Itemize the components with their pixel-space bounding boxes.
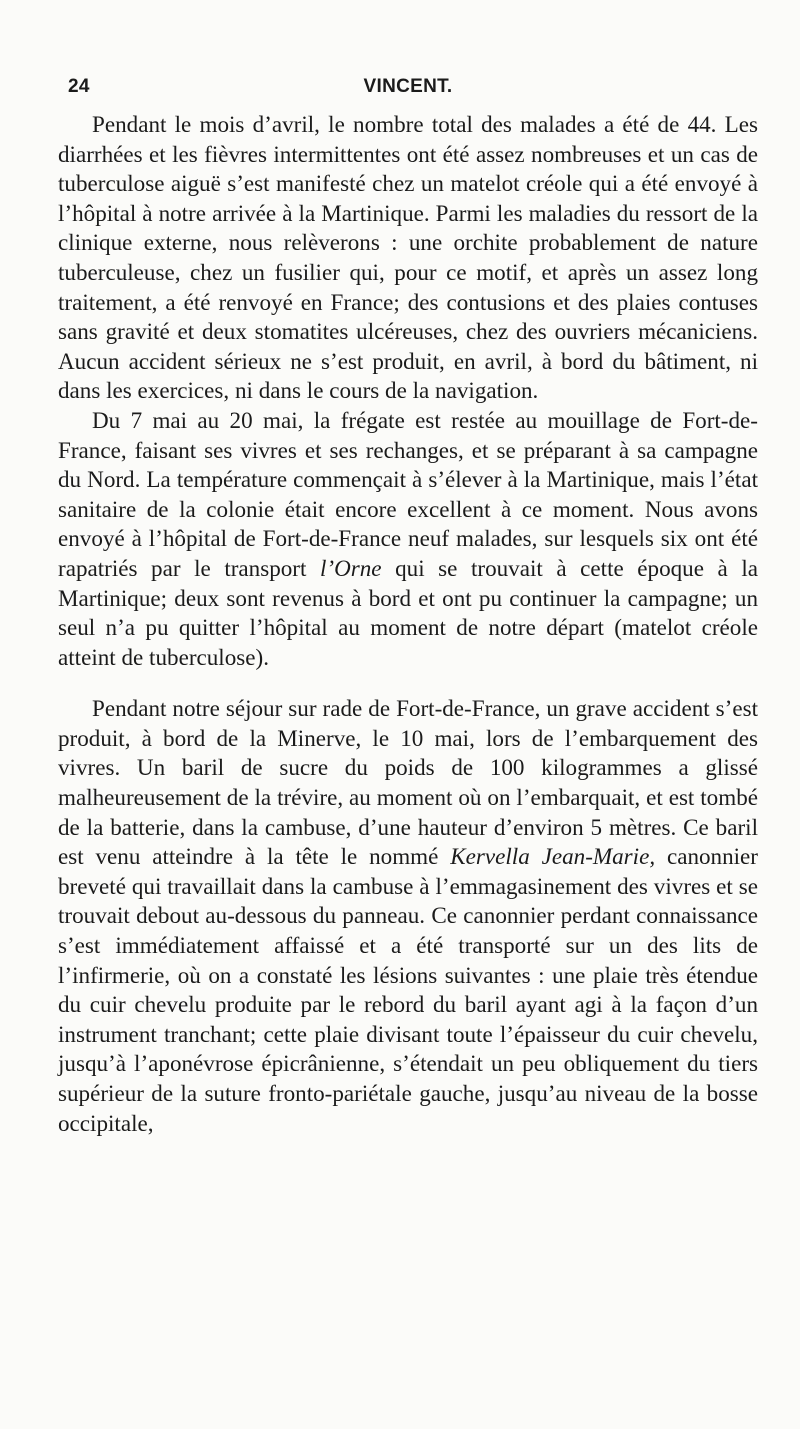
person-name-italic: Kervella Jean-Marie, xyxy=(450,843,656,870)
body-text xyxy=(58,110,758,1138)
paragraph-text: qui se trouvait à cette époque à la Martinique; deux sont revenus à bord et ont pu continuer la campagne; un seul n’a pu quitter l’hôpital au moment de notre départ (matelot créole atteint de tuberculose). xyxy=(58,554,758,670)
page-number: 24 xyxy=(68,76,90,97)
paragraph-text: Pendant le mois d’avril, le nombre total des malades a été de 44. Les diarrhées et les fièvres intermittentes ont été assez nombreuses et un cas de tuberculose aiguë s’est manifesté chez un matelot créole qui a été envoyé à l’hôpital à notre arrivée à la Martinique. Parmi les maladies du ressort de la clinique externe, nous relèverons : une orchite probablement de nature tuberculeuse, chez un fusilier qui, pour ce motif, et après un assez long traitement, a été renvoyé en France; des contusions et des plaies contuses sans gravité et deux stomatites ulcéreuses, chez des ouvriers mécaniciens. Aucun accident sérieux ne s’est produit, en avril, à bord du bâtiment, ni dans les exercices, ni dans le cours de la navigation. xyxy=(58,111,758,404)
paragraph-may xyxy=(58,406,758,672)
paragraph-april xyxy=(58,110,758,406)
paragraph-text: Pendant notre séjour sur rade de Fort-de-France, un grave accident s’est produit, à bord de la Minerve, le 10 mai, lors de l’embarquement des vivres. Un baril de sucre du poids de 100 kilogrammes a glissé malheureusement de la trévire, au moment où on l’embarquait, et est tombé de la batterie, dans la cambuse, d’une hauteur d’environ 5 mètres. Ce baril est venu atteindre à la tête le nommé xyxy=(58,695,758,870)
page-header xyxy=(58,76,758,106)
paragraph-gap xyxy=(58,672,758,694)
paragraph-text: canonnier breveté qui travaillait dans la cambuse à l’emmagasinement des vivres et se trouvait debout au-dessous du panneau. Ce canonnier perdant connaissance s’est immédiatement affaissé et a été transporté sur un des lits de l’infirmerie, où on a constaté les lésions suivantes : une plaie très étendue du cuir chevelu produite par le rebord du baril ayant agi à la façon d’un instrument tranchant; cette plaie divisant toute l’épaisseur du cuir chevelu, jusqu’à l’aponévrose épicrânienne, s’étendait un peu obliquement du tiers supérieur de la suture fronto-pariétale gauche, jusqu’au niveau de la bosse occipitale, xyxy=(58,843,758,1136)
ship-name-italic: l’Orne xyxy=(319,554,382,581)
running-title: VINCENT. xyxy=(363,76,453,97)
paragraph-accident xyxy=(58,694,758,1138)
paragraph-text: Du 7 mai au 20 mai, la frégate est restée au mouillage de Fort-de-France, faisant ses vivres et ses rechanges, et se préparant à sa campagne du Nord. La température commençait à s’élever à la Martinique, mais l’état sanitaire de la colonie était encore excellent à ce moment. Nous avons envoyé à l’hôpital de Fort-de-France neuf malades, sur lesquels six ont été rapatriés par le transport xyxy=(58,406,758,581)
